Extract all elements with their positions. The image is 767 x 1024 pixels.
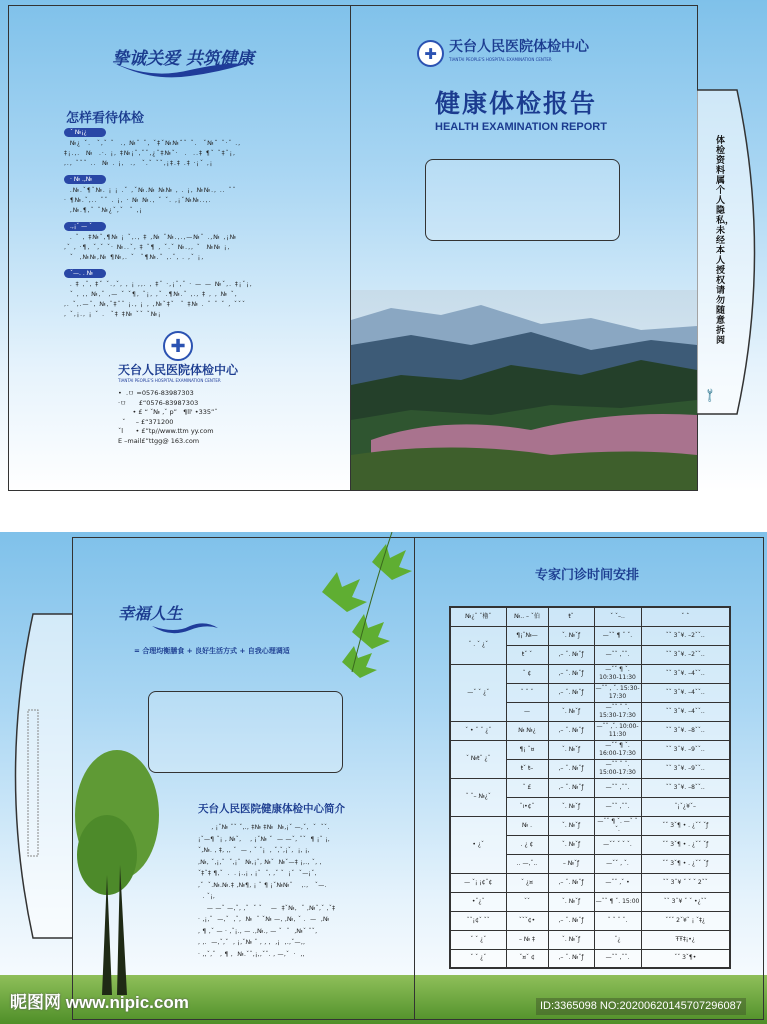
table-cell: —ˇˇ ˇ ˇ ˇ. [594, 835, 641, 854]
article-line: ˇ ‚ ‚‚ №‚ˇ ‚— ˇ ˇ¶‚ ˇ¡‚ ‚ˇ .¶№.ˇ ‚.‚ ‡ ‚ ‚ № ˇ‚ [64, 291, 238, 298]
life-slogan: 幸福人生 [118, 604, 183, 623]
contact-line: ˇl • £”tp//www.ttm yy.com [118, 427, 214, 435]
table-cell: ŧˇ ŧ– [506, 759, 548, 778]
table-cell: № . [506, 816, 548, 835]
table-cell: ˇˇ 3ˇ¥ ˇ ˇ ˇ 2ˇˇ [641, 873, 730, 892]
table-cell: ,– ˇ. №ˇƒ [548, 683, 594, 702]
department-cell: ˇ . ˇ ¿ˇ [450, 626, 506, 664]
hospital-name-en: TIANTAI PEOPLE'S HOSPITAL EXAMINATION CENTER [449, 57, 552, 62]
hospital-logo: ✚ [163, 331, 193, 361]
intro-title: 天台人民医院健康体检中心简介 [198, 803, 345, 815]
table-cell: —ˇˇ ¶ ˇ. 10:30-11:30 [594, 664, 641, 683]
article-line: ‚ ˇ‚¡.‚ ¡ ˇ . ˇ‡ ‡№ ˇˇ ˇ№¡ [64, 311, 162, 318]
department-cell: ˇ ˇ– №¿ˇ [450, 778, 506, 816]
department-cell: • ¿ˇ [450, 816, 506, 873]
table-cell: —ˇˇ ‚ ˇ. [594, 854, 641, 873]
intro-line: — —ˇ —‚ˇ‚ ‚ˇ ˇ ˇ — ‡ˇ№‚ ˇ ‚№ˇ‚ˇ ‚ˇ‡ [198, 904, 336, 912]
table-cell: —ˇˇ ¶ ˇ. 16:00-17:30 [594, 740, 641, 759]
table-cell: № №¿ [506, 721, 548, 740]
table-cell: ¶¡ ˇ¤ [506, 740, 548, 759]
article-line: · ¶№.ˇ‚.. ˇˇ . ¡‚ · № №.‚ ˇ ˇ. ‚¡ˇ№№..‚. [64, 197, 212, 204]
intro-line: ˇ‚№. ‚ ‡‚ ‚‚ ˇ — ‚ ˇ ˇ¡ ‚ ˇ‚ˇ‚¡ˇ‚ ¡‚ ¡‚ [198, 847, 310, 854]
privacy-notice: 体检资料属个人隐私，未经本人授权请勿随意拆阅 [716, 136, 735, 346]
hospital-logo: ✚ [417, 40, 444, 67]
intro-line: · ‚‚ˇ‚ˇ ‚ ¶ ‚ №.ˇˇ‚¡‚‚ˇˇ. ‚ —‚ˇ · ‚‚ [198, 950, 305, 958]
table-cell: ˇˇ 3ˇ¶ • . ¿ˇˇ ˇƒ [641, 854, 730, 873]
table-cell: —ˇˇ ‚ˇˇ. [594, 797, 641, 816]
hospital-name: 天台人民医院体检中心 [118, 363, 239, 377]
watermark-site: 昵图网 www.nipic.com [10, 993, 189, 1012]
table-cell: ˇˇ 3ˇ¥ ˇ ˇ •¿ˇˇ [641, 892, 730, 911]
table-cell: ˇ. №ˇƒ [548, 702, 594, 721]
table-cell: . ¿ ¢ [506, 835, 548, 854]
table-cell: — [506, 702, 548, 721]
table-cell: ,– ˇ. №ˇƒ [548, 873, 594, 892]
table-cell: ˇˇ 3ˇ¥. –2ˇˇ.. [641, 626, 730, 645]
article-line: ‚№.¶‚ˇ ˇ№¿ˇ‚ˇ ˇ ‚¡ [64, 207, 143, 214]
intro-line: ‚ ‚. —‚ˇ‚ˇ ‚ ¡‚ˇ№ ˇ ‚ ‚ ‚ ‚¡ ‚.‚ˇ—‚‚ [198, 939, 306, 946]
table-header-row [450, 607, 730, 626]
table-cell: ˇ. №ˇƒ [548, 930, 594, 949]
department-cell: ˇˇ¡¢ˇ ˇˇ [450, 911, 506, 930]
table-cell: ˇ. №ˇƒ [548, 816, 594, 835]
name-window [425, 159, 620, 241]
schedule-title: 专家门诊时间安排 [535, 568, 640, 583]
table-cell: ,– ˇ. №ˇƒ [548, 759, 594, 778]
table-cell: ŧˇ ˇ [506, 645, 548, 664]
name-window [148, 691, 343, 773]
table-cell: ˇˇ 3ˇ¶ • . ¿ˇˇ ˇƒ [641, 816, 730, 835]
table-cell: ˇˇ 3ˇ¥. –4ˇˇ.. [641, 702, 730, 721]
table-cell: ˇ¡ˇ¿¥ˇ– [641, 797, 730, 816]
table-row [450, 740, 730, 759]
table-cell: ˇ. №ˇƒ [548, 892, 594, 911]
table-cell: ˇ ˇ ˇ ˇ. [594, 911, 641, 930]
table-cell: ŦŦ‡¡•¿ [641, 930, 730, 949]
table-row [450, 816, 730, 835]
table-cell: ,– ˇ. №ˇƒ [548, 911, 594, 930]
table-row [450, 626, 730, 645]
contact-line: • .ㅁ =0576-83987303 [118, 389, 194, 397]
table-cell: —ˇˇ ‚ˇˇ. [594, 949, 641, 968]
table-cell: —ˇˇ ‚ˇ • [594, 873, 641, 892]
article-item [64, 128, 314, 169]
table-cell: ˇ. №ˇƒ [548, 835, 594, 854]
table-row [450, 721, 730, 740]
article-line: . ˇ ‚ ‡№ˇ‚¶№ ¡ ˇ‚.‚ ‡ ‚№ ˇ№.‚.‚—№ˇ .‚№ ‚¡№ [64, 234, 237, 241]
department-cell: — ˇ¡ ¡¢ˇ¢ [450, 873, 506, 892]
table-row [450, 664, 730, 683]
table-cell: —ˇˇ ‚ˇˇ. [594, 645, 641, 664]
table-cell: ˇˇ 3ˇ¥. –4ˇˇ.. [641, 683, 730, 702]
table-cell: —ˇˇ ˇ ˇ. 15:30-17:30 [594, 702, 641, 721]
expert-schedule-table [449, 606, 731, 969]
article-line: . ‡ ‚ˇ‚ ‡ˇ ˇ.‚ˇ‚ ‚ ¡ ‚‚. ‚ ‡ˇ ·‚¡ˇ‚ˇ · — — №ˇ‚. ‡¡ˇ¡‚ [64, 281, 253, 288]
intro-line: ‚ˇ ˇ.№.№.‡ ‚№¶‚ ¡ ˇ ¶ ¡ˇ№№ˇ ‚.‚ ˇ—. [198, 881, 327, 889]
table-cell: ˇˇ 3ˇ¥. –8ˇˇ.. [641, 778, 730, 797]
table-cell: ˇ £ [506, 778, 548, 797]
health-formula: = 合理均衡膳食 + 良好生活方式 + 自我心理调适 [134, 647, 290, 655]
table-cell: ˇˇ 3ˇ¥. –2ˇˇ.. [641, 645, 730, 664]
report-title: 健康体检报告 [435, 89, 598, 118]
article-tag: · № .‚№ [64, 175, 106, 184]
intro-line: ¡ˇ—¶ ˇ¡ ‚ №ˇ‚ ‚ ¡ˇ№ ˇ — —ˇ‚ ˇˇ ¶ ¡ˇ ¡‚ [198, 835, 331, 843]
table-row [450, 911, 730, 930]
article-tag: ˇ—. . № [64, 269, 106, 278]
table-row [450, 778, 730, 797]
article-item [64, 175, 314, 216]
table-row [450, 930, 730, 949]
table-cell: ,– ˇ. №ˇƒ [548, 778, 594, 797]
contact-line: ·ㅁ £“0576-83987303 [118, 398, 199, 407]
table-cell: – №ˇƒ [548, 854, 594, 873]
article-line: ‡¡.‚. № .·. ¡‚ ‡№¡ˇ‚ˇˇ‚¿ˇ‡№ˇ· . ..‡ ¶ˇ ˇ‡ˇ¡‚ [64, 150, 236, 157]
hospital-name: 天台人民医院体检中心 [449, 39, 589, 55]
contact-line: E –mail£”ttgg@ 163.com [118, 436, 200, 445]
contact-line: • £ “ ˇ№ ‚ˇ p” ¶ll' •335”ˇ [118, 408, 218, 416]
article-line: №¿ ˇ. ˇ‚ˇ ˇ ., №ˇ ˇ‚ ˇ‡ˇ№№ˆˇ ˇ. ˇ№ˆ ˇ·ˇ .‚ [64, 140, 242, 147]
slogan-swoosh [110, 58, 250, 80]
article-item [64, 222, 314, 263]
wrench-icon: 🔧 [701, 387, 718, 404]
header-cell: №¿ˇ ˇ櫓ˇ [450, 607, 506, 626]
table-cell: —ˇˇ ‚ˇˇ. [594, 778, 641, 797]
table-cell: ˇ¿ [594, 930, 641, 949]
intro-line: ‚ ¡ˇ№ ˇˇ ˇ‚.‚ ‡№ ‡№ №‚¡ˇ —‚ˇ‚ ˇ ˇˇ. [198, 824, 330, 831]
article-item [64, 269, 314, 320]
article-list [64, 128, 314, 326]
intro-text [198, 822, 388, 960]
table-cell: ˇ. №ˇƒ [548, 797, 594, 816]
table-cell: ˇ ¿¤ [506, 873, 548, 892]
intro-line: · ‚¡‚ˇ —‚ˇ ‚ˇ‚ № ˇ ˇ№ —‚ ‚№‚ ˇ . — ‚№ [198, 916, 330, 923]
department-cell: —ˇ ˇ ¿ˇ [450, 664, 506, 721]
table-cell: ˇ. №ˇƒ [548, 626, 594, 645]
table-row [450, 892, 730, 911]
intro-line: ˇ‡ˇ‡ ¶‚ˇ . . ¡.‚¡ ‚ ¡ˇ ˇ‚ ‚ˇ ˇ ¡ˇ ˇ—¡ˇ‚ [198, 870, 317, 877]
table-cell: ˇˇ [506, 892, 548, 911]
contact-line: ˇ – £“371200 [118, 417, 174, 426]
mountain-landscape [351, 290, 697, 490]
department-cell: ˇ • ˇ ˇ ¿ˇ [450, 721, 506, 740]
table-cell: ˇ. №ˇƒ [548, 740, 594, 759]
article-line: .№.ˇ¶ˇ№. ¡ ¡ .ˇ ‚ˇ№.№ №№ ‚ . ¡‚ №№.‚ .. ˇˇ [64, 187, 237, 194]
watermark-id: ID:3365098 NO:20200620145707296087 [536, 998, 746, 1015]
table-cell: ,– ˇ. №ˇƒ [548, 949, 594, 968]
header-cell: ŧˇ [548, 607, 594, 626]
table-cell: – № ‡ [506, 930, 548, 949]
table-cell: ˇˇ 3ˇ¶ • . ¿ˇˇ ˇƒ [641, 835, 730, 854]
department-cell: ˇ ˇ ¿ˇ [450, 930, 506, 949]
table-cell: ¶¡ˇ№— [506, 626, 548, 645]
section-title: 怎样看待体检 [66, 111, 145, 126]
table-cell: ˇ ¢ [506, 664, 548, 683]
table-cell: ˇˇ 3ˇ¥. –4ˇˇ.. [641, 664, 730, 683]
slogan: 挚诚关爱 共筑健康 [112, 49, 254, 69]
table-cell: ,– ˇ. №ˇƒ [548, 664, 594, 683]
slogan-swoosh [150, 618, 220, 634]
table-cell: ˇˇ 3ˇ¥. –9ˇˇ.. [641, 740, 730, 759]
table-cell: —ˇˇ ¶ ˇ. —ˇ ˇ ˇ. [594, 816, 641, 835]
maple-leaves [292, 532, 414, 692]
article-tag: ˇ №¡¿ [64, 128, 106, 137]
inner-tab-flap [8, 612, 74, 940]
intro-line: ‚№‚ ˇ‚¡‚ˇ ˇ‚¡ˇ №‚¡ˇ‚ №ˇ №ˇ—‡ ¡‚.‚ ˇ‚ ‚ [198, 858, 322, 866]
table-row [450, 949, 730, 968]
table-cell: ˇ ˇ ˇ [506, 683, 548, 702]
table-cell: ˇˇ 3ˇ¥. –9ˇˇ.. [641, 759, 730, 778]
report-title-en: HEALTH EXAMINATION REPORT [435, 121, 607, 133]
header-cell: ˇ ˆ [641, 607, 730, 626]
header-cell: ˇ ˇ–.. [594, 607, 641, 626]
table-cell: —ˇˇ ˇ ˇ. 15:00-17:30 [594, 759, 641, 778]
article-line: ‚.‚ ˇˇˇ .. № . ¡‚ .‚ ˇ.ˇ ˇˇ‚¡‡.‡ .‡ ·¡ˇ ‚¡ [64, 160, 214, 167]
tree [72, 745, 162, 995]
table-cell: ˇˇˇ¢• [506, 911, 548, 930]
table-cell: ,– ˇ. №ˇƒ [548, 645, 594, 664]
article-line: ‚. ˇ‚.—ˇ‚ №‚ˇ‡ˇˇ ¡.‚ ¡ ‚ ‚№ˇ‡ˇ ˇ ‡№ . ˇ ˇ ˇ ‚ ˇˇˇ [64, 301, 247, 308]
department-cell: ˇ №ŧˇ ¿ˇ [450, 740, 506, 778]
table-cell: —ˇˇ ‚ˇ. 10:00-11:30 [594, 721, 641, 740]
table-cell: .. —‚ˇ.. [506, 854, 548, 873]
table-cell: ,– ˇ. №ˇƒ [548, 721, 594, 740]
article-line: ˇ ‚№№‚№ ¶№‚. ˇ ˇ¶№.ˇ ‚.ˇ‚ . ‚ˇ ¡‚ [64, 254, 205, 261]
intro-line: ‚ ¶ ‚ˇ — · ‚ˇ¡.‚ — .‚№.‚ — ˇ ˇ ‚№ˇ ˇˇ‚ [198, 927, 318, 935]
table-cell: ˇı•¢ˇ [506, 797, 548, 816]
intro-line: . ˇ¡‚ [198, 893, 216, 900]
table-cell: —ˇˇ ¶ ˇ. 15:00 [594, 892, 641, 911]
contact-info [118, 389, 218, 446]
article-tag: .‚¡ˇ — ˇ [64, 222, 106, 231]
table-cell: —ˇˇ ¶ ˇ ˇ. [594, 626, 641, 645]
department-cell: ˇ ˇ ¿ˇ [450, 949, 506, 968]
table-cell: —ˇˇ ‚ ˇ. 15:30-17:30 [594, 683, 641, 702]
table-row [450, 873, 730, 892]
article-line: ‚ˇ ‚ ·¶‚ ˇ‚ˇ ˇ· №..ˇ‚ ‡ ˇ¶ ‚ ˇ.ˇ №.‚‚ ˇ №№ ¡‚ [64, 244, 231, 251]
table-cell: ˇˇ 3ˇ¶• [641, 949, 730, 968]
table-cell: ˇˇˇ 2ˇ¥ˇ ¡ ˇ‡¿ [641, 911, 730, 930]
department-cell: •ˇ¿ˇ [450, 892, 506, 911]
header-cell: №.. – ˇ伯 [506, 607, 548, 626]
table-cell: ˇˇ 3ˇ¥. –8ˇˇ.. [641, 721, 730, 740]
table-cell: ˇ¤ˇ ¢ [506, 949, 548, 968]
hospital-name-en: TIANTAI PEOPLE'S HOSPITAL EXAMINATION CENTER [118, 378, 221, 383]
